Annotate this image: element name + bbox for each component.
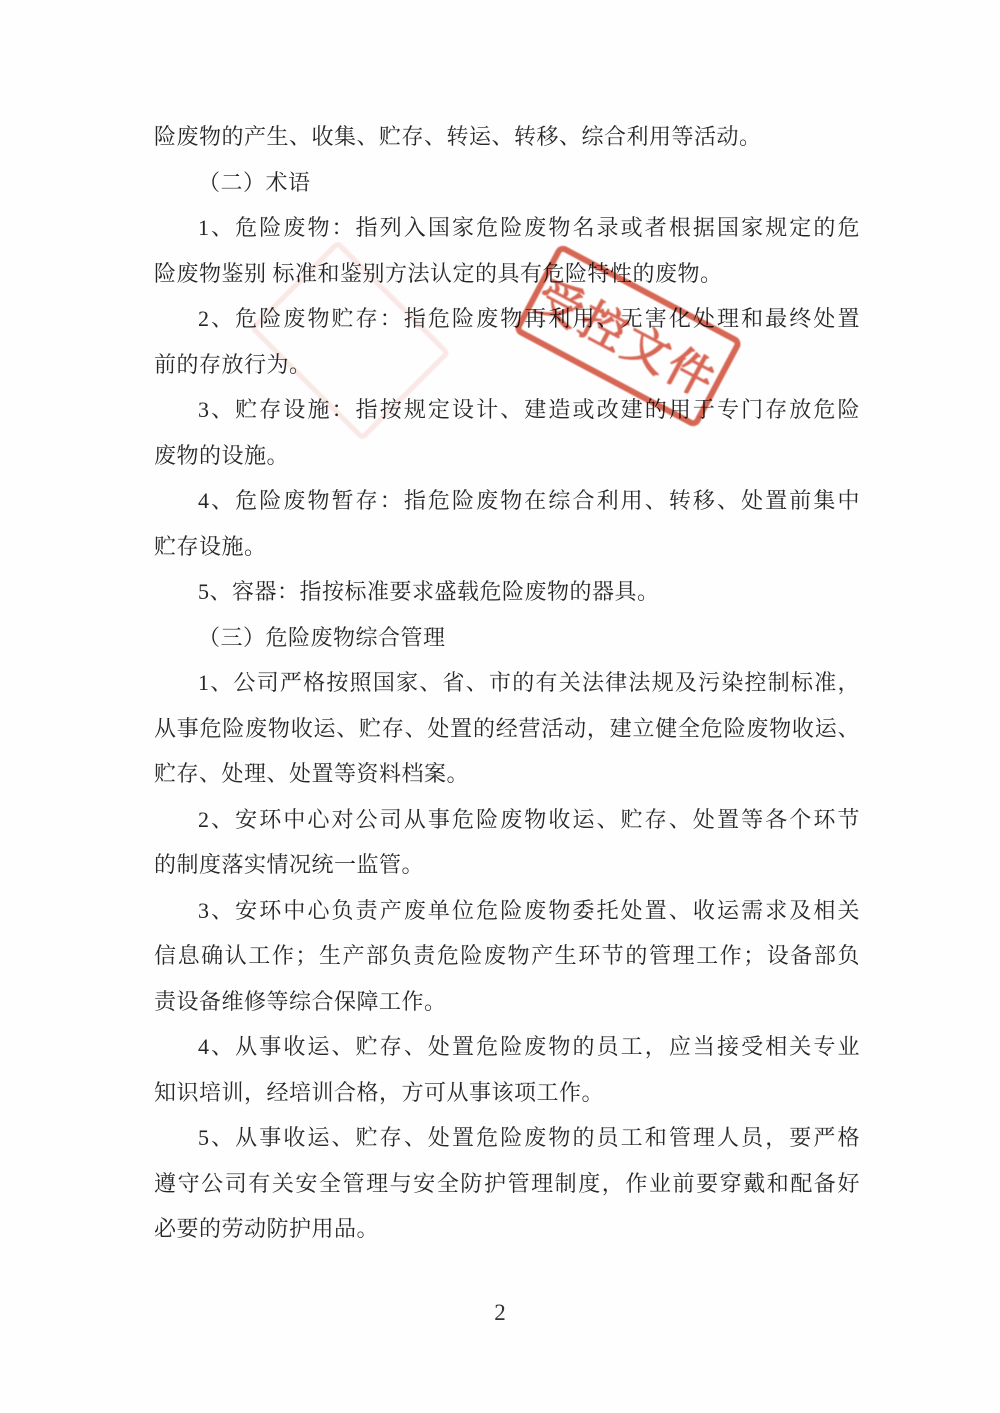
text-line: 前的存放行为。: [154, 351, 312, 377]
text-line: 1、公司严格按照国家、省、市的有关法律法规及污染控制标准，: [198, 670, 860, 695]
text-line: 4、危险废物暂存：指危险废物在综合利用、转移、处置前集中: [198, 488, 860, 513]
text-line: 必要的劳动防护用品。: [154, 1216, 380, 1241]
text-line: 5、从事收运、贮存、处置危险废物的员工和管理人员，要严格: [198, 1125, 860, 1150]
text-line: 贮存、处理、处置等资料档案。: [154, 761, 470, 786]
stamp-text: 受控文件: [527, 270, 725, 408]
text-line: 3、贮存设施：指按规定设计、建造或改建的用于专门存放危险: [198, 397, 860, 422]
text-line: 2、危险废物贮存：指危险废物再利用、无害化处理和最终处置: [198, 306, 860, 331]
text-line: （二）术语: [198, 169, 311, 195]
document-body: [154, 114, 860, 1252]
text-line: 贮存设施。: [154, 533, 267, 559]
text-line: 从事危险废物收运、贮存、处置的经营活动，建立健全危险废物收运、: [154, 715, 860, 741]
text-line: 3、安环中心负责产废单位危险废物委托处置、收运需求及相关: [198, 897, 860, 923]
text-line: 1、危险废物：指列入国家危险废物名录或者根据国家规定的危: [198, 215, 860, 240]
page-number: 2: [494, 1300, 506, 1325]
text-line: 知识培训，经培训合格，方可从事该项工作。: [154, 1079, 605, 1105]
text-line: 废物的设施。: [154, 442, 290, 468]
text-line: （三）危险废物综合管理: [198, 624, 446, 650]
text-line: 2、安环中心对公司从事危险废物收运、贮存、处置等各个环节: [198, 806, 860, 832]
text-line: 责设备维修等综合保障工作。: [154, 988, 447, 1014]
text-line: 信息确认工作；生产部负责危险废物产生环节的管理工作；设备部负: [154, 943, 860, 968]
text-line: 遵守公司有关安全管理与安全防护管理制度，作业前要穿戴和配备好: [154, 1170, 860, 1196]
text-line: 的制度落实情况统一监管。: [154, 852, 425, 877]
text-line: 险废物鉴别 标准和鉴别方法认定的具有危险特性的废物。: [154, 260, 723, 286]
text-line: 险废物的产生、收集、贮存、转运、转移、综合利用等活动。: [154, 124, 762, 149]
text-line: 5、容器：指按标准要求盛载危险废物的器具。: [198, 579, 660, 604]
text-line: 4、从事收运、贮存、处置危险废物的员工，应当接受相关专业: [198, 1034, 860, 1059]
